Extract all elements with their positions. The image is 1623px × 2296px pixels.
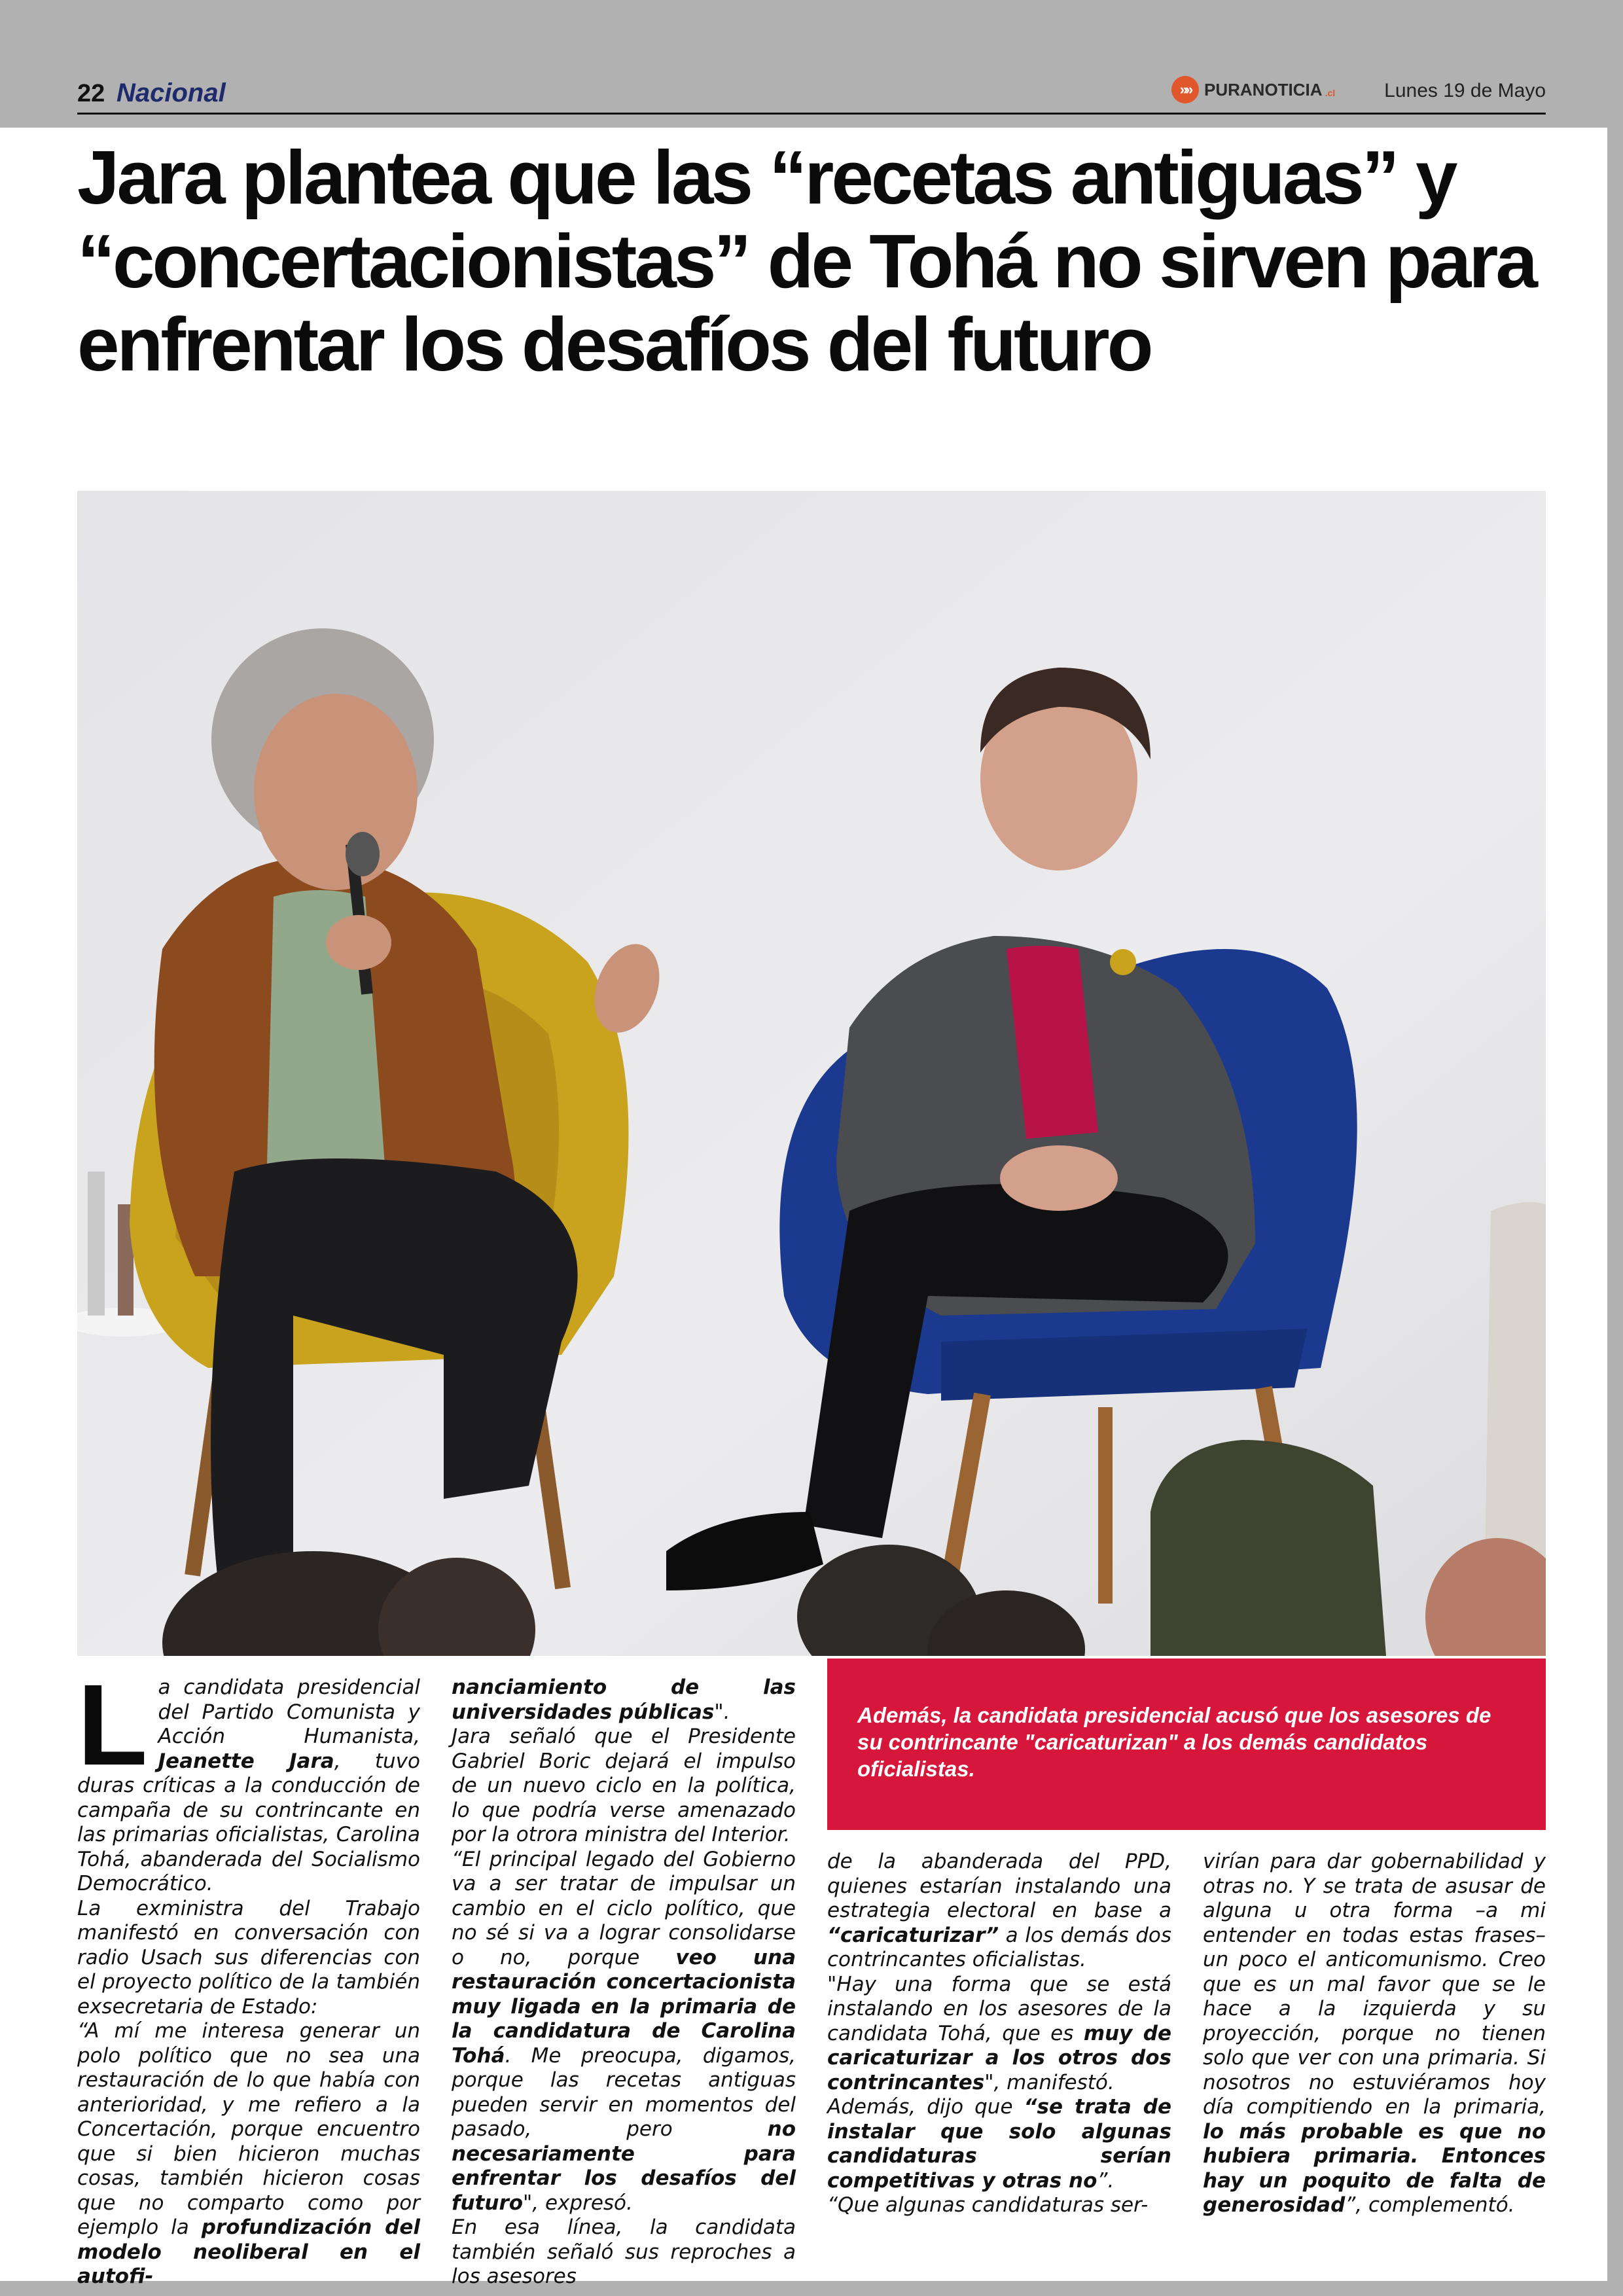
paragraph: Además, dijo que “se trata de instalar que solo algunas candidaturas serían competitivas y otras no”.	[827, 2095, 1171, 2193]
issue-date: Lunes 19 de Mayo	[1384, 80, 1546, 101]
paragraph: “El principal legado del Gobierno va a ser tratar de impulsar un cambio en el ciclo político, que no sé si va a lograr consolidarse o no, porque veo una restauración concertacionista muy ligada en la primaria de la candidatura de Carolina Tohá. Me preocupa, digamos, porque las recetas antiguas pueden servir en momentos del pasado, pero no necesariamente para enfrentar los desafíos del futuro", expresó.	[452, 1847, 796, 2215]
logo-arrows-icon: »»	[1171, 76, 1199, 103]
paragraph: "Hay una forma que se está instalando en los asesores de la candidata Tohá, que es muy de caricaturizar a los otros dos contrincantes", manifestó.	[827, 1972, 1171, 2094]
pull-quote-text: Además, la candidata presidencial acusó que los asesores de su contrincante "caricaturizan" a los demás candidatos oficialistas.	[857, 1703, 1491, 1781]
article-photo	[77, 491, 1546, 1656]
section-name: Nacional	[116, 79, 226, 107]
drop-cap: L	[77, 1661, 148, 1789]
paragraph: a candidata presidencial del Partido Comunista y Acción Humanista, Jeanette Jara, tuvo duras críticas a la conducción de campaña de su contrincante en las primarias oficialistas, Carolina Tohá, abanderada del Socialismo Democrático.	[77, 1676, 420, 1895]
paragraph: nanciamiento de las universidades públicas".	[452, 1676, 796, 1724]
article-column-2	[452, 1676, 796, 2289]
paragraph: La exministra del Trabajo manifestó en conversación con radio Usach sus diferencias con el proyecto político de la también exsecretaria de Estado:	[77, 1896, 420, 2018]
paragraph: de la abanderada del PPD, quienes estarían instalando una estrategia electoral en base a “caricaturizar” a los demás dos contrincantes oficialistas.	[827, 1850, 1171, 1971]
paragraph: “A mí me interesa generar un polo político que no sea una restauración de lo que había con anterioridad, y me refiero a la Concertación, porque encuentro que si bien hicieron muchas cosas, también hicieron cosas que no comparto como por ejemplo la profundización del modelo neoliberal en el autofi-	[77, 2019, 420, 2288]
publication-logo	[1171, 76, 1335, 103]
page-number: 22	[77, 80, 105, 107]
paragraph: virían para dar gobernabilidad y otras no. Y se trata de asusar de alguna u otra forma –a mi entender en todas estas frases– un poco el anticomunismo. Creo que es un mal favor que se le hace a la izquierda y su proyección, porque no tienen solo que ver con una primaria. Si nosotros no estuviéramos hoy día compitiendo en la primaria, lo más probable es que no hubiera primaria. Entonces hay un poquito de falta de generosidad”, complementó.	[1203, 1850, 1546, 2217]
pull-quote-box	[827, 1659, 1546, 1830]
article-headline: Jara plantea que las “recetas antiguas” y “concertacionistas” de Tohá no sirven para enfrentar los desafíos del futuro	[77, 135, 1535, 387]
page-header	[77, 71, 1546, 117]
logo-suffix: .cl	[1325, 88, 1336, 98]
header-divider	[77, 113, 1546, 115]
article-column-4	[1203, 1850, 1546, 2218]
article-column-3	[827, 1850, 1171, 2218]
photo-icon	[77, 491, 1546, 1656]
paragraph: En esa línea, la candidata también señaló sus reproches a los asesores	[452, 2215, 796, 2288]
logo-text: PURANOTICIA	[1204, 79, 1323, 99]
paragraph: Jara señaló que el Presidente Gabriel Boric dejará el impulso de un nuevo ciclo en la política, lo que podría verse amenazado por la otrora ministra del Interior.	[452, 1725, 796, 1846]
article-column-1	[77, 1661, 420, 2289]
paragraph: “Que algunas candidaturas ser-	[827, 2193, 1149, 2217]
